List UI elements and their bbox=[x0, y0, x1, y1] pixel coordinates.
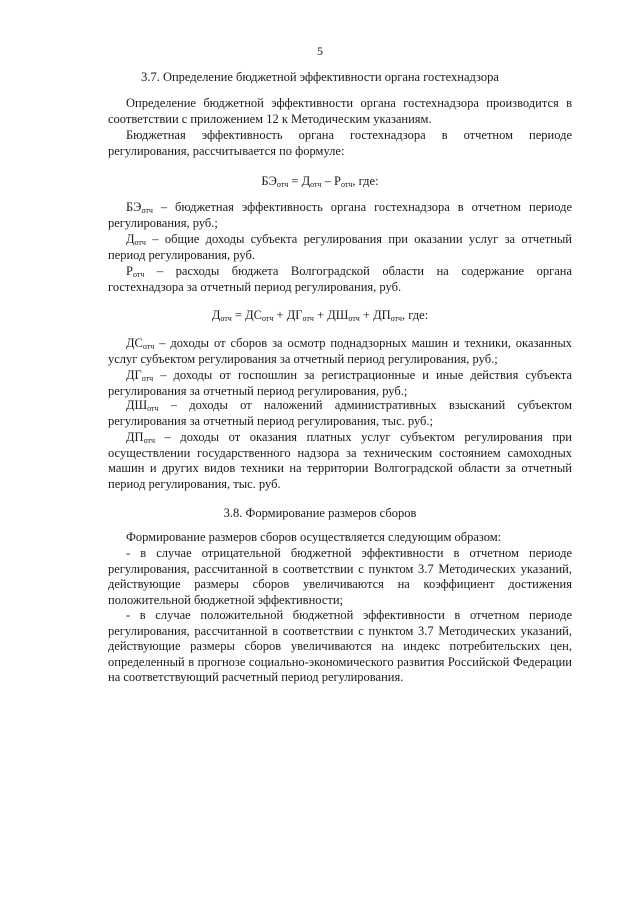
formula-term: ДС bbox=[245, 308, 262, 322]
definition-r bbox=[108, 264, 572, 295]
definition-text: – доходы от оказания платных услуг субъектом регулирования при осуществлении государственного надзора за техническим состоянием самоходных машин и других видов техники на территории Волгоградской области за отчетный период регулирования, тыс. руб. bbox=[108, 430, 572, 491]
formula-operator: = bbox=[231, 308, 246, 322]
definition-dsh bbox=[108, 398, 572, 429]
formula-operator: = bbox=[288, 174, 302, 188]
definition-subscript: отч bbox=[132, 270, 145, 279]
definition-subscript: отч bbox=[134, 238, 146, 247]
formula-term: Д bbox=[211, 308, 221, 322]
formula-operator: + bbox=[359, 308, 374, 322]
page-number: 5 bbox=[317, 44, 323, 58]
formula-subscript: отч bbox=[261, 314, 274, 323]
formula-term: ДГ bbox=[286, 308, 303, 322]
definition-symbol: Р bbox=[126, 264, 133, 278]
formula-subscript: отч bbox=[390, 314, 403, 323]
definition-symbol: ДШ bbox=[126, 398, 148, 412]
definition-symbol: ДП bbox=[126, 430, 144, 444]
section-3-8-paragraph-1: Формирование размеров сборов осуществляется следующим образом: bbox=[126, 530, 502, 544]
definition-subscript: отч bbox=[141, 206, 153, 215]
definition-symbol: Д bbox=[126, 232, 135, 246]
section-3-8-list-item-2: - в случае положительной бюджетной эффективности в отчетном периоде регулирования, рассчитанной в соответствии с пунктом 3.7 Методических указаний, действующие размеры сборов увеличиваются на индекс потребительских цен, определенный в прогнозе социально-экономического развития Российской Федерации на соответствующий расчетный период регулирования. bbox=[108, 608, 572, 685]
formula-term: Д bbox=[301, 174, 311, 188]
formula-subscript: отч bbox=[348, 314, 360, 323]
definition-text: – расходы бюджета Волгоградской области на содержание органа гостехнадзора за отчетный период регулирования, руб. bbox=[108, 264, 572, 294]
definition-text: – доходы от наложений административных взысканий субъектом регулирования за отчетный период регулирования, тыс. руб.; bbox=[108, 398, 572, 428]
definition-dg bbox=[108, 368, 572, 399]
formula-subscript: отч bbox=[220, 314, 232, 323]
formula-budget-efficiency bbox=[0, 174, 640, 189]
formula-operator: + bbox=[273, 308, 287, 322]
definition-subscript: отч bbox=[147, 404, 159, 413]
definition-subscript: отч bbox=[143, 436, 155, 445]
section-3-7-paragraph-2: Бюджетная эффективность органа гостехнадзора в отчетном периоде регулирования, рассчитывается по формуле: bbox=[108, 128, 572, 158]
definition-text: – общие доходы субъекта регулирования при оказании услуг за отчетный период регулирования, руб. bbox=[108, 232, 572, 262]
formula-tail: , где: bbox=[402, 308, 429, 322]
definition-symbol: ДС bbox=[126, 336, 143, 350]
definition-text: – доходы от госпошлин за регистрационные и иные действия субъекта регулирования за отчетный период регулирования, руб.; bbox=[108, 368, 572, 398]
formula-term: ДП bbox=[373, 308, 391, 322]
formula-term: Р bbox=[334, 174, 341, 188]
formula-tail: , где: bbox=[352, 174, 379, 188]
formula-term: БЭ bbox=[261, 174, 277, 188]
definition-text: – бюджетная эффективность органа гостехнадзора в отчетном периоде регулирования, руб.; bbox=[108, 200, 572, 230]
formula-subscript: отч bbox=[310, 180, 322, 189]
section-3-7-heading: 3.7. Определение бюджетной эффективности органа гостехнадзора bbox=[141, 70, 499, 84]
formula-subscript: отч bbox=[302, 314, 314, 323]
definition-symbol: БЭ bbox=[126, 200, 142, 214]
definition-ds bbox=[108, 336, 572, 367]
definition-dp bbox=[108, 430, 572, 492]
definition-be bbox=[108, 200, 572, 231]
section-3-8-list-item-1: - в случае отрицательной бюджетной эффективности в отчетном периоде регулирования, рассчитанной в соответствии с пунктом 3.7 Методических указаний, действующие размеры сборов увеличиваются на коэффициент достижения положительной бюджетной эффективности; bbox=[108, 546, 572, 607]
definition-subscript: отч bbox=[141, 374, 154, 383]
section-3-7-paragraph-1: Определение бюджетной эффективности органа гостехнадзора производится в соответствии с приложением 12 к Методическим указаниям. bbox=[108, 96, 572, 126]
definition-symbol: ДГ bbox=[126, 368, 142, 382]
formula-term: ДШ bbox=[327, 308, 349, 322]
formula-operator: + bbox=[313, 308, 328, 322]
definition-text: – доходы от сборов за осмотр поднадзорных машин и техники, оказанных услуг субъектом регулирования за отчетный период регулирования, руб.; bbox=[108, 336, 572, 366]
definition-subscript: отч bbox=[142, 342, 155, 351]
formula-total-income bbox=[0, 308, 640, 323]
formula-subscript: отч bbox=[276, 180, 289, 189]
formula-subscript: отч bbox=[341, 180, 353, 189]
formula-operator: – bbox=[321, 174, 335, 188]
definition-d bbox=[108, 232, 572, 263]
section-3-8-heading: 3.8. Формирование размеров сборов bbox=[223, 506, 417, 520]
